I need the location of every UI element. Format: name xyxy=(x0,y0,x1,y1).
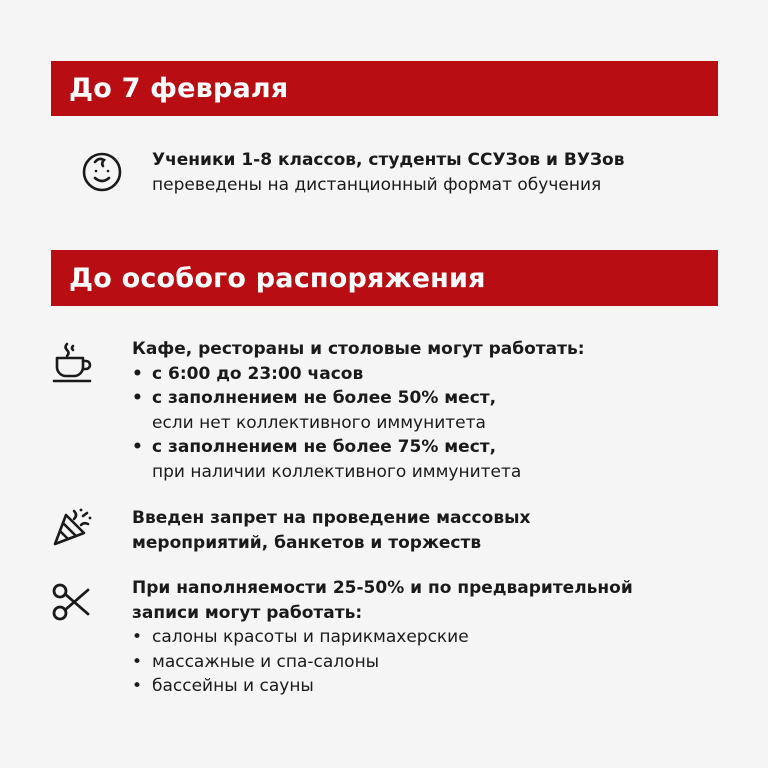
list-item: • массажные и спа-салоны xyxy=(132,651,380,672)
party-popper-icon xyxy=(50,505,94,549)
list-item: • салоны красоты и парикмахерские xyxy=(132,627,469,647)
section-title: До 7 февраля xyxy=(69,73,289,104)
salons-text xyxy=(132,576,633,699)
smiley-face-icon xyxy=(80,150,124,194)
events-line-1: Введен запрет на проведение массовых xyxy=(132,508,531,528)
section-banner-until-further-notice xyxy=(51,250,718,306)
events-ban-text xyxy=(132,506,530,555)
students-remote-learning-text xyxy=(152,148,624,197)
list-item: • с 6:00 до 23:00 часов xyxy=(132,363,364,384)
cafes-restrictions xyxy=(132,337,585,484)
list-item-note: если нет коллективного иммунитета xyxy=(152,412,486,433)
section-banner-until-feb-7 xyxy=(51,61,718,116)
list-item: • с заполнением не более 50% мест, xyxy=(132,388,497,408)
section-title: До особого распоряжения xyxy=(69,262,486,294)
students-line-1: Ученики 1-8 классов, студенты ССУЗов и ВУЗов xyxy=(152,150,625,170)
list-item: • бассейны и сауны xyxy=(132,676,314,696)
list-item: • с заполнением не более 75% мест, xyxy=(132,437,497,457)
scissors-icon xyxy=(50,580,94,624)
events-line-2: мероприятий, банкетов и торжеств xyxy=(132,532,482,553)
salons-line-2: записи могут работать: xyxy=(132,602,363,623)
salons-line-1: При наполняемости 25-50% и по предварительной xyxy=(132,578,633,598)
list-item-note: при наличии коллективного иммунитета xyxy=(152,461,522,482)
students-line-2: переведены на дистанционный формат обучения xyxy=(152,174,602,195)
coffee-cup-icon xyxy=(50,340,94,384)
cafes-heading: Кафе, рестораны и столовые могут работать: xyxy=(132,339,585,359)
